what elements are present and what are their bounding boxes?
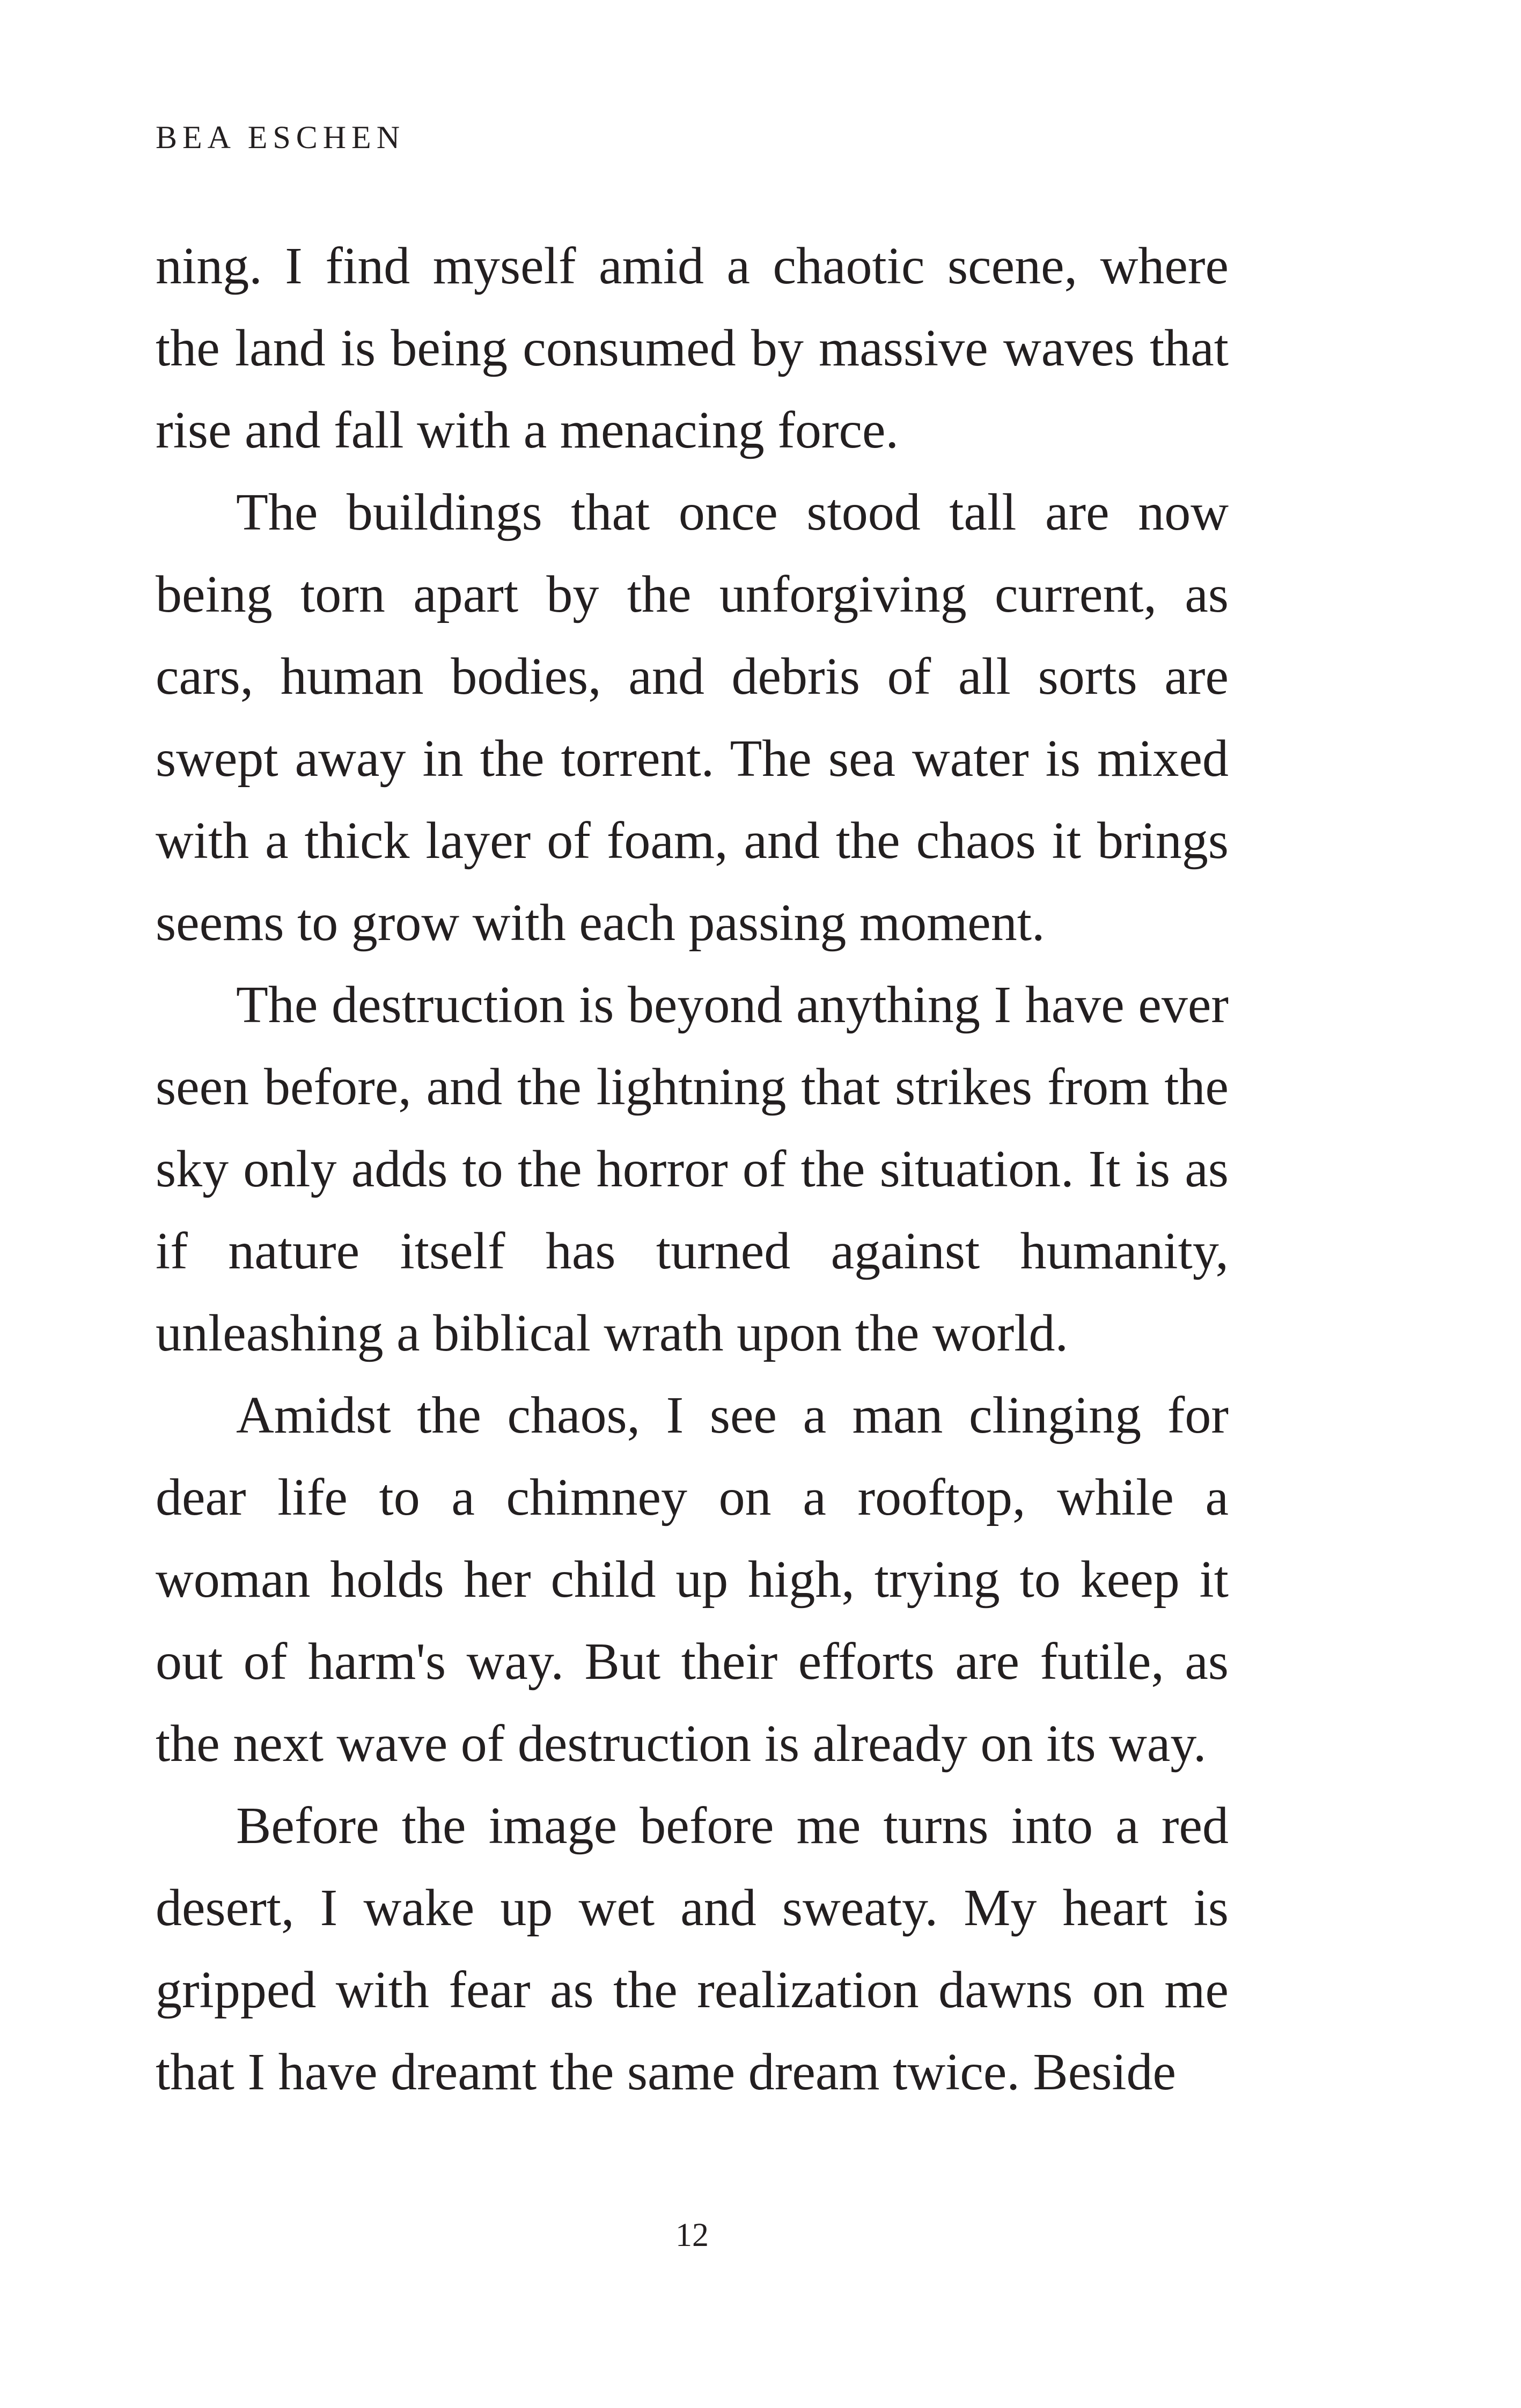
running-head: BEA ESCHEN [156, 120, 406, 155]
paragraph: Before the image before me turns into a red desert, I wake up wet and sweaty. My heart is gripped with fear as the realization dawns on me that I have dreamt the same dream twice. Beside [156, 1797, 1229, 2101]
paragraph: The buildings that once stood tall are now being torn apart by the unforgiving current, as cars, human bodies, and debris of all sorts are swept away in the torrent. The sea water is mixed with a thick layer of foam, and the chaos it brings seems to grow with each passing moment. [156, 483, 1229, 952]
page-number: 12 [675, 2217, 709, 2253]
paragraph: The destruction is beyond anything I have ever seen before, and the lightning that strikes from the sky only adds to the horror of the situation. It is as if nature itself has turned against humanity, unleashing a biblical wrath upon the world. [156, 976, 1229, 1362]
body-text [156, 225, 1229, 2113]
paragraph-continued: ning. I find myself amid a chaotic scene, where the land is being consumed by massive waves that rise and fall with a menacing force. [156, 237, 1229, 459]
paragraph: Amidst the chaos, I see a man clinging for dear life to a chimney on a rooftop, while a woman holds her child up high, trying to keep it out of harm's way. But their efforts are futile, as the next wave of destruction is already on its way. [156, 1386, 1229, 1773]
